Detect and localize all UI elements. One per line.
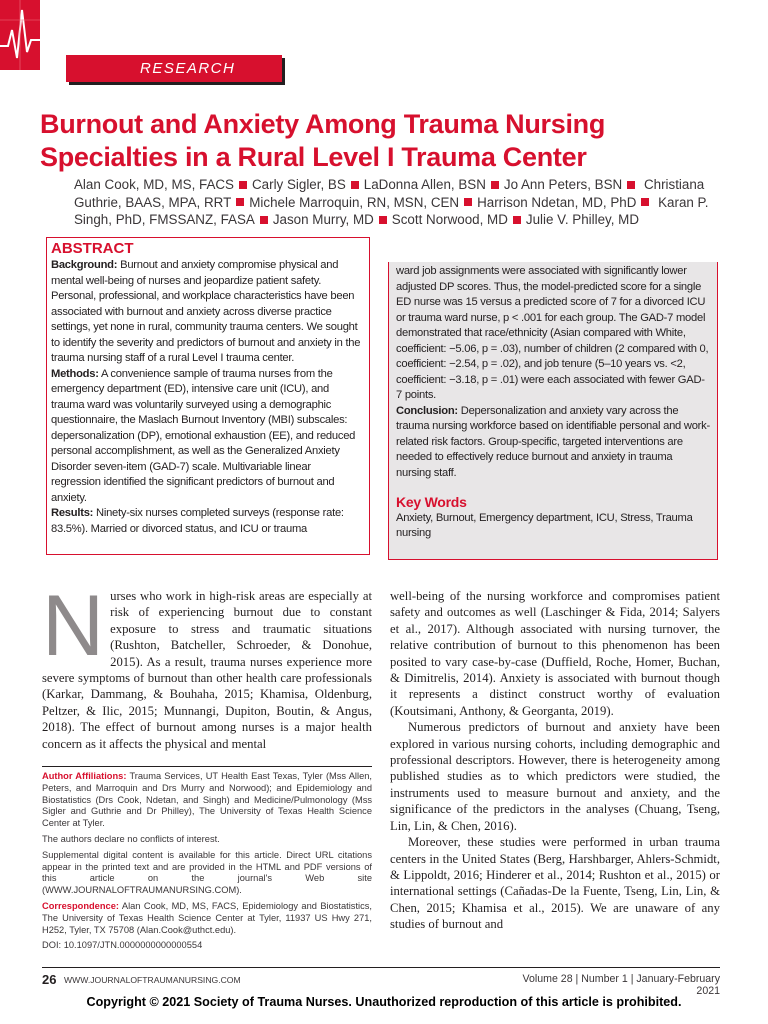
body-paragraph-1: well-being of the nursing workforce and compromises patient safety and outcomes as well (Laschinger & Fida, 2014; Salyers et al., 2017). Although associated with nursing turnover, the relative contribution of burnout to this phenomenon has been posited to vary case-by-case (Duffield, Roche, Homer, Buchan, & Dimitrelis, 2014). Anxiety is associated with burnout though it represents a distinct construct worthy of evaluation (Koutsimani, Anthony, & Georganta, 2019). [390, 589, 720, 718]
intro-paragraph [42, 578, 372, 752]
author: Harrison Ndetan, MD, PhD [477, 194, 637, 210]
author: Jason Murry, MD [272, 212, 374, 227]
separator-square-icon [627, 181, 635, 189]
drop-cap: N [42, 578, 105, 674]
methods-text: A convenience sample of trauma nurses from the emergency department (ED), intensive care unit (ICU), and trauma ward was voluntarily surveyed using a demographic questionnaire, the Maslach Burnout Inventory (MBI) subscales: depersonalization (DP), emotional exhaustion (EE), and reduced personal accomplishment, as well as the Generalized Anxiety Disorder seven-item (GAD-7) scale. Multivariable linear regression identified the significant predictors of burnout and anxiety. [51, 367, 356, 504]
separator-square-icon [464, 198, 472, 206]
article-title: Burnout and Anxiety Among Trauma Nursing Specialties in a Rural Level I Trauma Center [40, 109, 606, 172]
keywords-text: Anxiety, Burnout, Emergency department, ICU, Stress, Trauma nursing [396, 511, 693, 539]
conflicts-statement: The authors declare no conflicts of interest. [42, 833, 220, 844]
abstract-column-2 [396, 264, 710, 542]
issue-info: Volume 28 | Number 1 | January-February 2021 [522, 973, 720, 997]
author-affiliations [42, 771, 372, 956]
separator-square-icon [351, 181, 359, 189]
abstract-background [51, 258, 363, 367]
supplemental-statement: Supplemental digital content is available for this article. Direct URL citations appear in the printed text and are provided in the HTML and PDF versions of this article on the journal's Web site (WWW.JOURNALOFTRAUMANURSING.COM). [42, 849, 372, 896]
separator-square-icon [491, 181, 499, 189]
affiliations-paragraph [42, 771, 372, 830]
separator-square-icon [641, 198, 649, 206]
correspondence-text: Alan Cook, MD, MS, FACS, Epidemiology and Biostatistics, The University of Texas Health Science Center at Tyler, 11937 US Hwy 271, H252, Tyler, TX 75708 (Alan.Cook@uthct.edu). [42, 900, 372, 935]
heartbeat-icon [0, 0, 40, 70]
conclusion-label: Conclusion: [396, 404, 458, 417]
separator-square-icon [239, 181, 247, 189]
section-label: RESEARCH [140, 60, 236, 77]
doi: DOI: 10.1097/JTN.0000000000000554 [42, 940, 203, 951]
author: Christiana Guthrie, BAAS, MPA, RRT [74, 177, 705, 210]
author: Michele Marroquin, RN, MSN, CEN [249, 194, 460, 210]
author: Jo Ann Peters, BSN [503, 177, 623, 192]
keywords-heading: Key Words [396, 494, 467, 510]
methods-label: Methods: [51, 367, 99, 380]
abstract-methods [51, 367, 363, 507]
body-column-right [390, 588, 720, 933]
copyright-notice: Copyright © 2021 Society of Trauma Nurses. Unauthorized reproduction of this article is prohibited. [86, 995, 682, 1009]
author-list [74, 176, 734, 229]
body-paragraph-2: Numerous predictors of burnout and anxiety have been explored in various nursing cohorts, including demographic and professional descriptors. However, there is heterogeneity among published studies as to which predictors were studied, the instruments used to measure burnout and anxiety, and the significance of the predictors in the analyses (Chuang, Tseng, Lin, Lin, & Chen, 2016). [390, 720, 720, 833]
body-paragraph-3: Moreover, these studies were performed in urban trauma centers in the United States (Berg, Harshbarger, Ahlers-Schmidt, & Lippoldt, 2016; Hinderer et al., 2014; Rushton et al., 2015) or international settings (Cañadas-De la Fuente, Tseng, Lin, Lin, & Chen, 2015; Khamisa et al., 2015). We are unaware of any studies of burnout and [390, 835, 720, 932]
author: Scott Norwood, MD [391, 212, 508, 227]
abstract-conclusion [396, 404, 710, 482]
affiliations-label: Author Affiliations: [42, 771, 127, 781]
author: Karan P. Singh, PhD, FMSSANZ, FASA [74, 194, 709, 227]
separator-square-icon [260, 216, 268, 224]
correspondence-paragraph [42, 901, 372, 936]
correspondence-label: Correspondence: [42, 900, 119, 911]
author: Alan Cook, MD, MS, FACS [74, 177, 234, 192]
separator-square-icon [379, 216, 387, 224]
footer-divider [42, 967, 720, 968]
abstract-results [51, 506, 363, 537]
results-text: Ninety-six nurses completed surveys (response rate: 83.5%). Married or divorced status, and ICU or trauma [51, 507, 344, 535]
results-continued: ward job assignments were associated with significantly lower adjusted DP scores. Thus, the model-predicted score for a single ED nurse was 15 versus a predicted score of 7 for a divorced ICU or trauma ward nurse, p < .001 for each group. The GAD-7 model demonstrated that race/ethnicity (Asian compared with White, coefficient: −5.06, p = .03), number of children (2 compared with 0, coefficient: −2.54, p = .02), and job tenure (5–10 years vs. <2, coefficient: −3.18, p = .01) were each associated with fewer GAD-7 points. [396, 265, 709, 401]
background-text: Burnout and anxiety compromise physical and mental well-being of nurses and jeopardize patient safety. Personal, professional, and workplace characteristics have been associated with burnout and anxiety across diverse practice settings, yet none in rural, community trauma centers. We sought to identify the severity and predictors of burnout and anxiety in the trauma nursing staff of a rural Level I trauma center. [51, 259, 361, 364]
separator-square-icon [513, 216, 521, 224]
separator-square-icon [236, 198, 244, 206]
abstract-heading: ABSTRACT [51, 240, 134, 257]
author: Julie V. Philley, MD [525, 212, 640, 227]
section-banner [66, 55, 282, 82]
author: Carly Sigler, BS [252, 177, 346, 192]
body-column-left [42, 578, 372, 752]
page-number: 26 [42, 972, 57, 987]
abstract-column-1 [51, 258, 363, 537]
affiliations-text: Trauma Services, UT Health East Texas, Tyler (Mss Allen, Peters, and Marroquin and Drs Murry and Norwood); and Epidemiology and Biostatistics (Drs Cook, Ndetan, and Singh) and Medicine/Pulmonology (Mss Sigler and Guthrie and Dr Philley), The University of Texas Health Science Center at Tyler. [42, 771, 372, 829]
conclusion-text: Depersonalization and anxiety vary across the trauma nursing workforce based on identifiable personal and work-related risk factors. Group-specific, targeted interventions are needed to effectively reduce burnout and anxiety in trauma nursing staff. [396, 404, 710, 479]
intro-text: urses who work in high-risk areas are especially at risk of experiencing burnout due to constant exposure to stress and traumatic situations (Rushton, Batcheller, Schroeder, & Donohue, 2015). As a result, trauma nurses experience more severe symptoms of burnout than other health care professionals (Karkar, Dammang, & Bouhaha, 2015; Khamisa, Oldenburg, Peltzer, & Ilic, 2015; Munnangi, Dupiton, Boutin, & Angus, 2018). The effect of burnout among nurses is a major health concern as it affects the physical and mental [42, 589, 372, 751]
affiliation-divider [42, 766, 372, 767]
journal-url: WWW.JOURNALOFTRAUMANURSING.COM [64, 975, 241, 985]
author: LaDonna Allen, BSN [363, 177, 486, 192]
background-label: Background: [51, 259, 118, 271]
results-label: Results: [51, 507, 94, 519]
